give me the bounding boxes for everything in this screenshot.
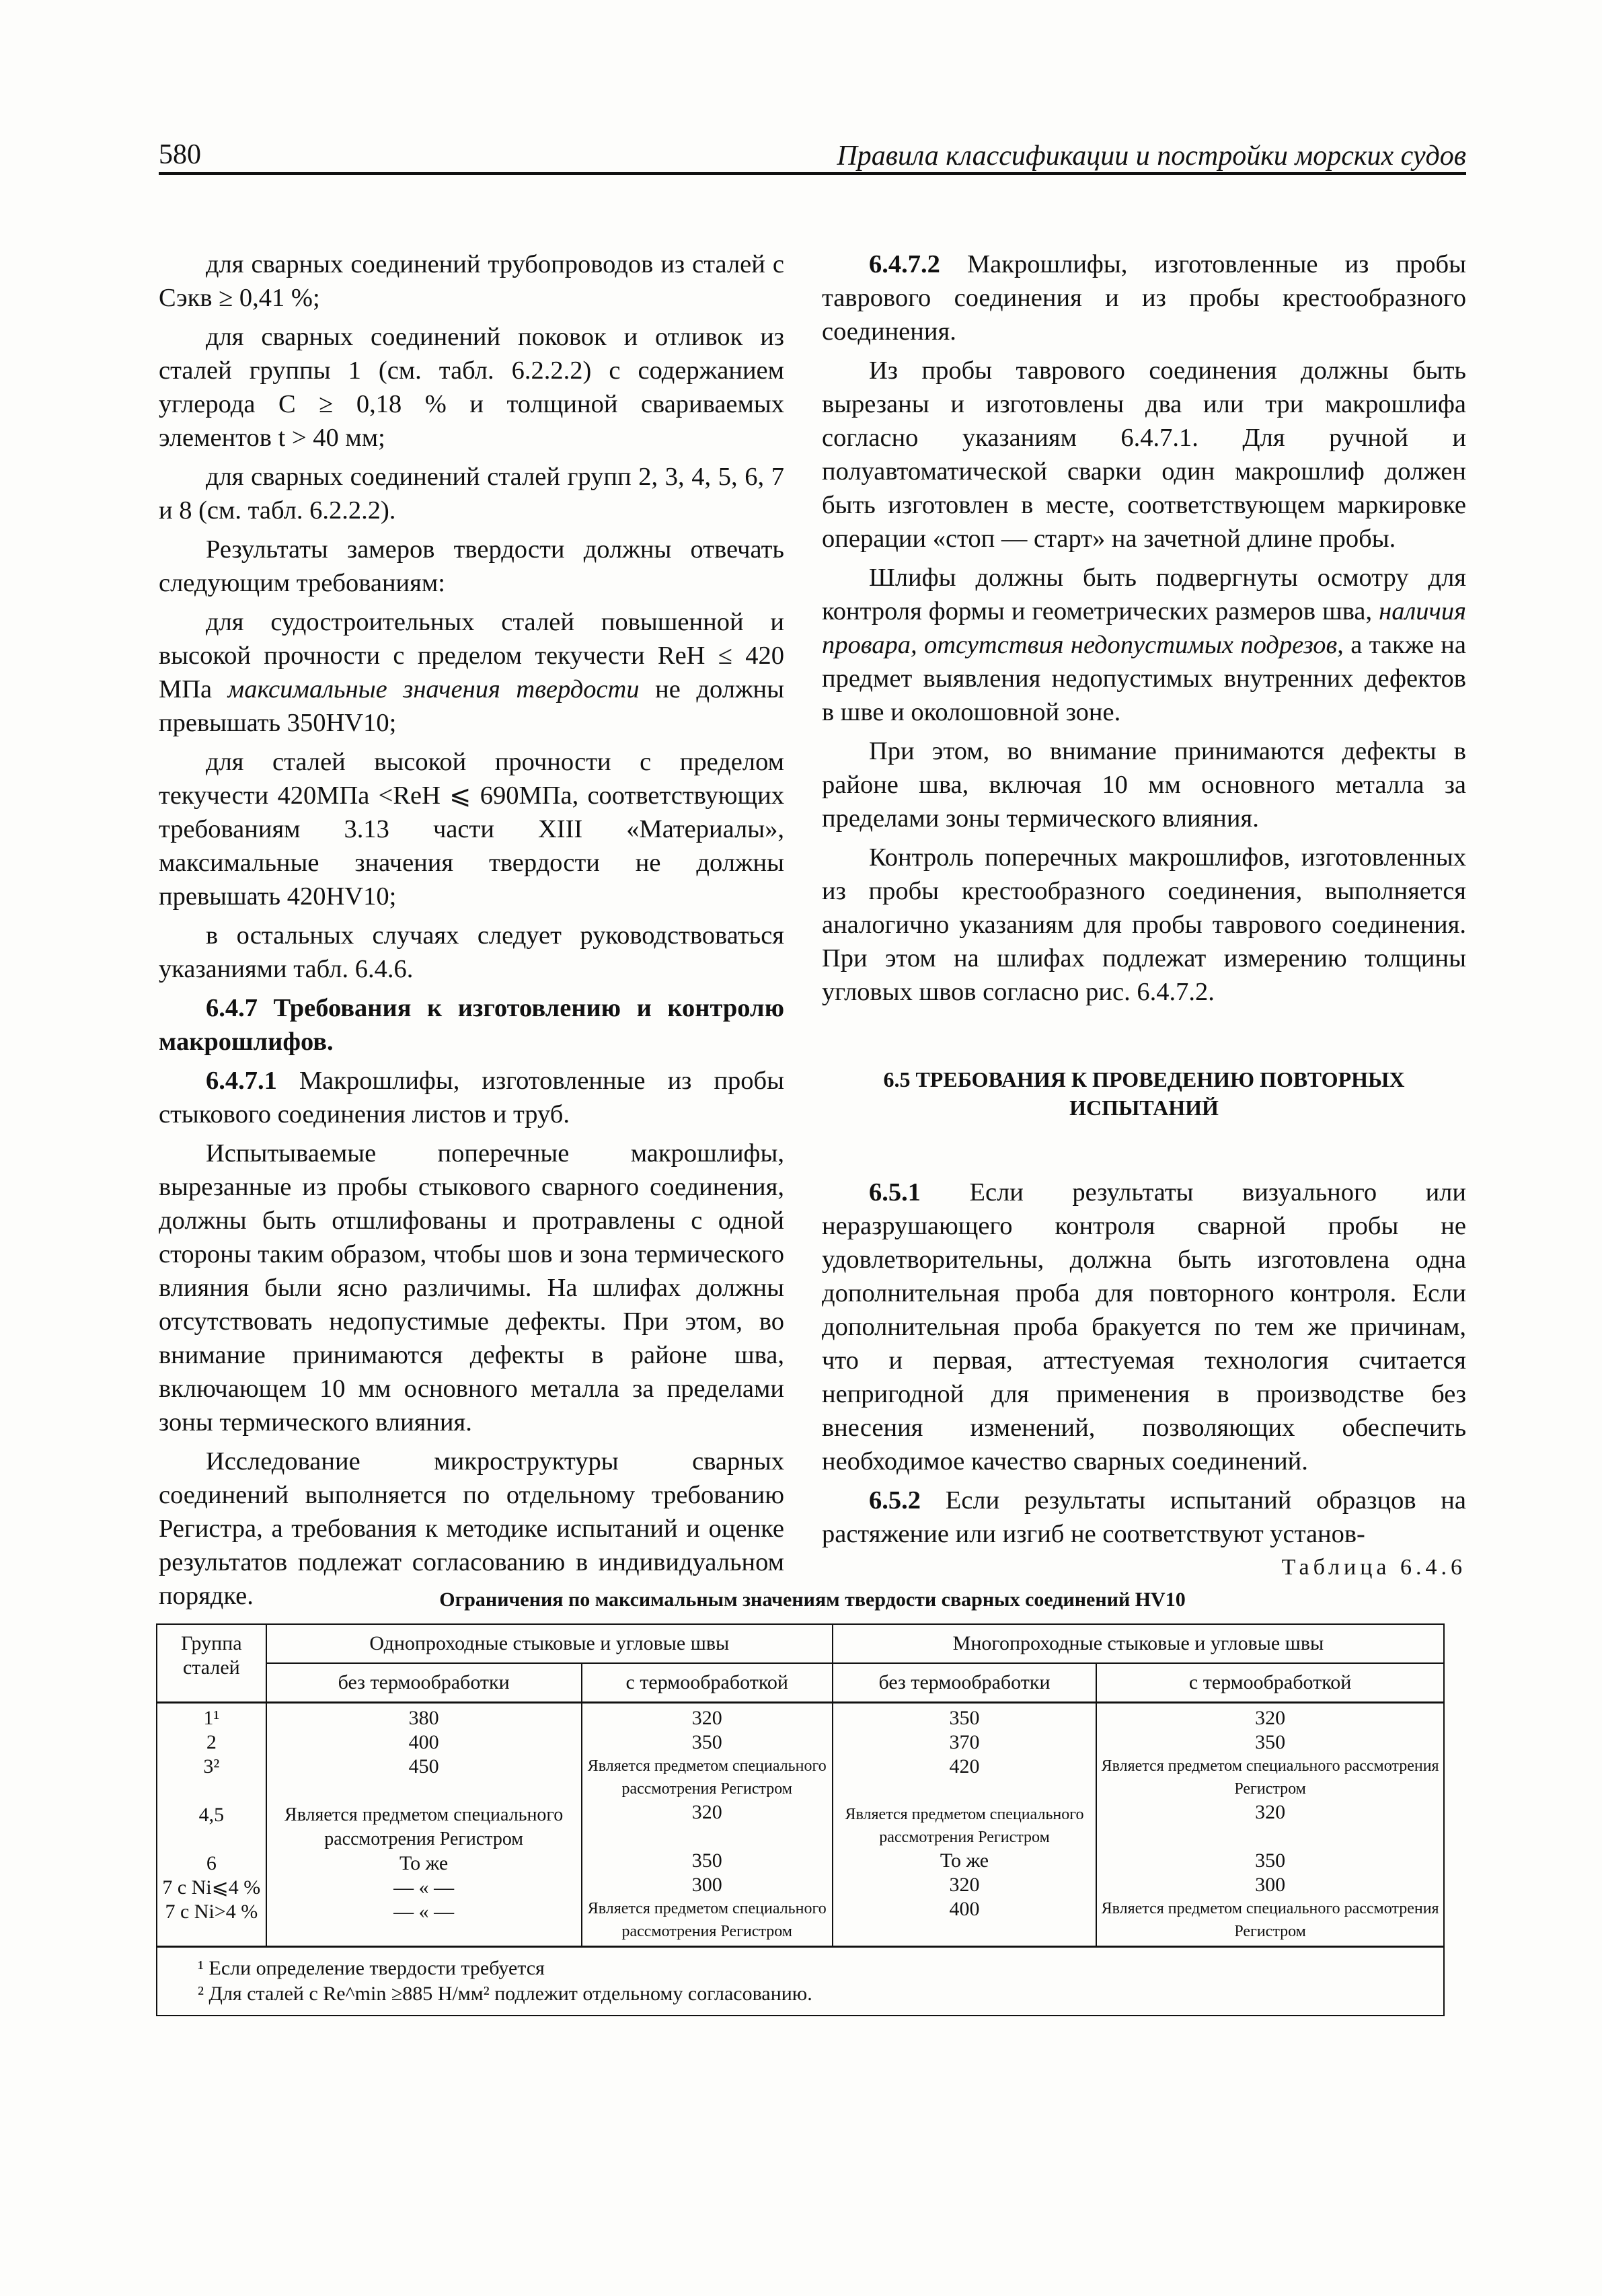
text-run: а также на предмет выявления недопустимых внутренних дефектов в шве и околошовной зоне.	[822, 631, 1466, 726]
italic-run: наличия провара, отсутствия недопустимых подрезов,	[822, 597, 1467, 659]
cell: 7 с Ni⩽4 %	[162, 1876, 261, 1899]
cell: 350	[1255, 1731, 1286, 1753]
text-run: Если результаты испытаний образцов на растяжение или изгиб не соответствуют установ-	[822, 1486, 1466, 1548]
clause-number: 6.5.2	[869, 1486, 921, 1515]
paragraph: Контроль поперечных макрошлифов, изготовленных из пробы крестообразного соединения, выполняется аналогично указаниям для пробы таврового соединения. При этом на шлифах подлежат измерению толщины угловых швов согласно рис. 6.4.7.2.	[822, 843, 1466, 1006]
paragraph	[822, 561, 1466, 729]
col-header-no-heat: без термообработки	[833, 1663, 1096, 1703]
paragraph: Из пробы таврового соединения должны быть вырезаны и изготовлены два или три макрошлифа согласно указаниям 6.4.7.1. Для ручной и полуавтоматической сварки один макрошлиф должен быть изготовлен в месте, соответствующем маркировке операции «стоп — старт» на зачетной длине пробы.	[822, 356, 1466, 553]
paragraph: для сталей высокой прочности с пределом текучести 420МПа <ReH ⩽ 690МПа, соответствующих требованиям 3.13 части XIII «Материалы», максимальные значения твердости не должны превышать 420HV10;	[159, 748, 784, 911]
text-run: Шлифы должны быть подвергнуты осмотру для контроля формы и геометрических размеров шва,	[822, 564, 1466, 625]
section-heading-6-4-7: 6.4.7 Требования к изготовлению и контролю макрошлифов.	[159, 994, 784, 1056]
paragraph	[822, 247, 1466, 348]
paragraph: для сварных соединений трубопроводов из сталей с Сэкв ≥ 0,41 %;	[159, 250, 784, 312]
col-header-single-pass: Однопроходные стыковые и угловые швы	[266, 1624, 833, 1663]
footnote: ¹ Если определение твердости требуется	[198, 1957, 545, 1979]
col-header-no-heat: без термообработки	[266, 1663, 582, 1703]
cell: 3²	[203, 1755, 220, 1777]
paragraph: Исследование микроструктуры сварных соединений выполняется по отдельному требованию Регистра, а требования к методике испытаний и оценке результатов подлежат согласованию в индивидуальном порядке.	[159, 1447, 784, 1610]
cell: Является предметом специального рассмотрения Регистром	[1101, 1757, 1439, 1798]
cell: — « —	[393, 1876, 455, 1899]
text-run: Если результаты визуального или неразрушающего контроля сварной пробы не удовлетворительны, должна быть изготовлена одна дополнительная проба для повторного контроля. Если дополнительная проба бракуется по тем же причинам, что и первая, аттестуемая технология считается непригодной для применения в производстве без внесения изменений, позволяющих обеспечить необходимое качество сварных соединений.	[822, 1178, 1466, 1476]
hardness-table	[156, 1623, 1445, 2016]
cell: 7 с Ni>4 %	[165, 1901, 258, 1923]
paragraph	[822, 1484, 1466, 1551]
paragraph: Результаты замеров твердости должны отвечать следующим требованиям:	[159, 535, 784, 597]
cell: Является предметом специального рассмотрения Регистром	[587, 1757, 827, 1798]
clause-number: 6.5.1	[869, 1178, 921, 1207]
cell: Является предметом специального рассмотрения Регистром	[1101, 1900, 1439, 1940]
page-header	[159, 139, 1466, 175]
table-body	[157, 1703, 1444, 1947]
page-number: 580	[159, 139, 201, 170]
cell: 320	[1255, 1801, 1286, 1823]
cell: 350	[691, 1849, 722, 1872]
cell: 350	[1255, 1849, 1286, 1872]
cell: То же	[399, 1852, 449, 1874]
multi-heat-cell	[1096, 1703, 1444, 1947]
cell: 4,5	[198, 1804, 225, 1826]
paragraph: для сварных соединений сталей групп 2, 3, 4, 5, 6, 7 и 8 (см. табл. 6.2.2.2).	[159, 463, 784, 525]
spacer	[271, 1779, 577, 1803]
cell: 320	[691, 1707, 722, 1729]
cell: 420	[949, 1755, 980, 1777]
spacer	[161, 1827, 262, 1851]
paragraph	[822, 1176, 1466, 1478]
left-column	[159, 247, 784, 1618]
col-header-multi-pass: Многопроходные стыковые и угловые швы	[833, 1624, 1444, 1663]
cell: — « —	[393, 1901, 455, 1923]
spacer	[1101, 1825, 1439, 1849]
running-title: Правила классификации и постройки морских судов	[837, 141, 1466, 171]
col-header-with-heat: с термообработкой	[1096, 1663, 1444, 1703]
cell: 450	[408, 1755, 439, 1777]
paragraph: Испытываемые поперечные макрошлифы, вырезанные из пробы стыкового сварного соединения, должны быть отшлифованы и протравлены с одной стороны таким образом, чтобы шов и зона термического влияния были ясно различимы. На шлифах должны отсутствовать недопустимые дефекты. При этом, во внимание принимаются дефекты в районе шва, включающем 10 мм основного металла за пределами зоны термического влияния.	[159, 1139, 784, 1437]
paragraph	[159, 605, 784, 740]
col-header-with-heat: с термообработкой	[582, 1663, 833, 1703]
cell: 380	[408, 1707, 439, 1729]
cell: То же	[940, 1849, 989, 1872]
paragraph: При этом, во внимание принимаются дефекты в районе шва, включая 10 мм основного металла за пределами зоны термического влияния.	[822, 737, 1466, 833]
cell: 400	[408, 1731, 439, 1753]
title-line: ИСПЫТАНИЙ	[1069, 1096, 1219, 1120]
col-header-group: Группа сталей	[157, 1624, 266, 1703]
cell: 350	[691, 1731, 722, 1753]
italic-run: максимальные значения твердости	[227, 675, 640, 703]
cell: Является предметом специального рассмотрения Регистром	[284, 1804, 564, 1849]
cell: 320	[1255, 1707, 1286, 1729]
right-column	[822, 247, 1466, 1556]
cell: 350	[949, 1707, 980, 1729]
spacer	[161, 1779, 262, 1803]
cell: 2	[206, 1731, 217, 1753]
cell: 400	[949, 1898, 980, 1920]
cell: 320	[691, 1801, 722, 1823]
table-header-row	[157, 1624, 1444, 1663]
cell: 320	[949, 1874, 980, 1896]
groups-cell	[157, 1703, 266, 1947]
clause-number: 6.4.7.2	[869, 250, 940, 278]
paragraph	[159, 1064, 784, 1131]
paragraph: для сварных соединений поковок и отливок из сталей группы 1 (см. табл. 6.2.2.2) с содержанием углерода С ≥ 0,18 % и толщиной свариваемых элементов t > 40 мм;	[159, 323, 784, 452]
cell: 6	[206, 1852, 217, 1874]
cell: 1¹	[203, 1707, 220, 1729]
paragraph: в остальных случаях следует руководствоваться указаниями табл. 6.4.6.	[159, 921, 784, 983]
text-run: для судостроительных сталей повышенной и высокой прочности с пределом текучести ReH ≤ 420 МПа	[159, 608, 784, 703]
text-run: Макрошлифы, изготовленные из пробы стыкового соединения листов и труб.	[159, 1067, 784, 1128]
text-run: Макрошлифы, изготовленные из пробы таврового соединения и из пробы крестообразного соединения.	[822, 250, 1466, 346]
single-heat-cell	[582, 1703, 833, 1947]
footnote: ² Для сталей с Re^min ≥885 Н/мм² подлежит отдельному согласованию.	[198, 1983, 812, 2005]
cell: 300	[1255, 1874, 1286, 1896]
table-footnotes	[157, 1947, 1444, 2016]
multi-no-heat-cell	[833, 1703, 1096, 1947]
cell: 300	[691, 1874, 722, 1896]
table-footnotes-row	[157, 1947, 1444, 2016]
section-title-6-5	[822, 1065, 1466, 1122]
spacer	[837, 1779, 1092, 1803]
table-number: Таблица 6.4.6	[1281, 1555, 1466, 1580]
cell: 370	[949, 1731, 980, 1753]
spacer	[586, 1825, 828, 1849]
single-no-heat-cell	[266, 1703, 582, 1947]
table-subheader-row	[157, 1663, 1444, 1703]
clause-number: 6.4.7.1	[206, 1067, 277, 1095]
text-run: не должны превышать 350HV10;	[159, 675, 785, 737]
cell: Является предметом специального рассмотрения Регистром	[845, 1806, 1084, 1846]
table-caption: Ограничения по максимальным значениям твердости сварных соединений HV10	[439, 1589, 1186, 1611]
cell: Является предметом специального рассмотрения Регистром	[587, 1900, 827, 1940]
title-line: 6.5 ТРЕБОВАНИЯ К ПРОВЕДЕНИЮ ПОВТОРНЫХ	[883, 1067, 1405, 1092]
header-rule	[159, 172, 1466, 175]
